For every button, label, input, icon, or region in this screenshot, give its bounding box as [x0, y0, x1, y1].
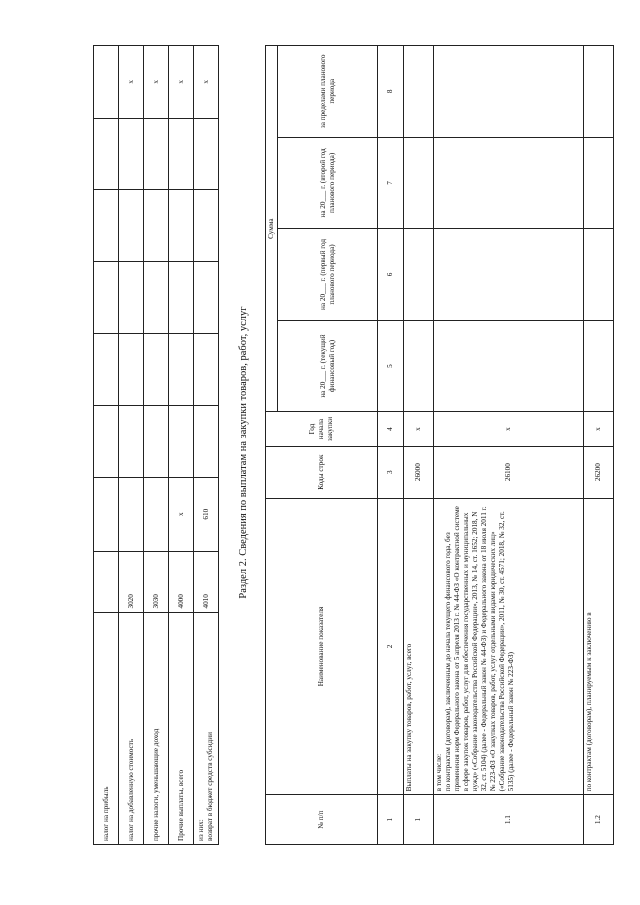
row-value: [119, 406, 144, 478]
row-value: [144, 190, 169, 262]
row-value: [434, 137, 584, 229]
row-name: в том числе: по контрактам (договорам), заключенным до начала текущего финансового года, без применения норм Федерального закона от 5 апреля 2013 г. № 44-ФЗ «О контрактной системе в сфере закупок товаров, работ, услуг для обеспечения государственных и муниципальных нужд» («Собрание законодательства Российской Федерации», 2013, № 14, ст. 1652; 2018, N 32, ст. 5104) (далее - Федеральный закон № 44-ФЗ) и Федерального закона от 18 июля 2011 г. № 223-ФЗ «О закупках товаров, работ, услуг отдельными видами юридических лиц» («Собрание законодательства Российской Федерации», 2011, № 30, ст. 4571; 2018, № 32, ст. 5135) (далее - Федеральный закон № 223-ФЗ): [434, 498, 584, 795]
row-value: х: [169, 477, 194, 551]
header-year: Год начала закупки: [266, 412, 378, 446]
table-row: [144, 46, 169, 845]
row-value: [434, 320, 584, 412]
row-code: 26000: [404, 446, 434, 498]
row-value: [584, 320, 614, 412]
row-value: [404, 46, 434, 138]
row-code: 4000: [169, 551, 194, 612]
row-value: [194, 262, 219, 334]
row-name-text: прочие налоги, уменьшающие доход: [151, 728, 160, 841]
row-name: по контрактам (договорам), планируемым к заключению в: [584, 498, 614, 795]
row-year: х: [434, 412, 584, 446]
row-value: [94, 190, 119, 262]
row-value: [194, 406, 219, 478]
row-value: 610: [194, 477, 219, 551]
purchases-table: [265, 45, 614, 845]
row-value: [94, 477, 119, 551]
row-value: [119, 334, 144, 406]
row-value: [404, 137, 434, 229]
row-value: [404, 320, 434, 412]
row-value: [94, 334, 119, 406]
column-numbers-row: [378, 46, 404, 845]
row-value: х: [194, 46, 219, 119]
row-value: [169, 190, 194, 262]
table-row: [404, 46, 434, 845]
row-value: [119, 190, 144, 262]
row-value: [434, 229, 584, 321]
row-code: 4010: [194, 551, 219, 612]
table-row: [194, 46, 219, 845]
header-col7: на 20___ г. (второй год планового периода): [278, 137, 378, 229]
row-code: [94, 551, 119, 612]
row-value: [584, 46, 614, 138]
row-value: [94, 46, 119, 119]
row-code: 3030: [144, 551, 169, 612]
row-name: [194, 612, 219, 844]
column-number: 7: [378, 137, 404, 229]
column-number: 3: [378, 446, 404, 498]
column-number: 2: [378, 498, 404, 795]
row-value: [119, 262, 144, 334]
row-name: [119, 612, 144, 844]
header-col5: на 20___ г. (текущий финансовый год): [278, 320, 378, 412]
column-number: 4: [378, 412, 404, 446]
row-value: [144, 262, 169, 334]
header-num: № п/п: [266, 795, 378, 845]
row-number: 1.2: [584, 795, 614, 845]
row-code: 26200: [584, 446, 614, 498]
row-value: [94, 406, 119, 478]
row-value: [119, 477, 144, 551]
row-name: Выплаты на закупку товаров, работ, услуг, всего: [404, 498, 434, 795]
row-value: х: [144, 46, 169, 119]
row-value: [584, 229, 614, 321]
row-value: [94, 262, 119, 334]
row-code: 3020: [119, 551, 144, 612]
row-value: [194, 334, 219, 406]
header-col6: на 20___ г. (первый год планового периода): [278, 229, 378, 321]
row-name-text: налог на добавленную стоимость: [126, 738, 135, 841]
row-name-text: налог на прибыль: [101, 786, 110, 841]
header-name: Наименование показателя: [266, 498, 378, 795]
header-col8: за пределами планового периода: [278, 46, 378, 138]
row-name: [144, 612, 169, 844]
row-number: 1: [404, 795, 434, 845]
row-year: х: [584, 412, 614, 446]
row-value: [194, 190, 219, 262]
section-2-heading: Раздел 2. Сведения по выплатам на закупки товаров, работ, услуг: [238, 306, 249, 599]
row-value: [144, 477, 169, 551]
header-codes: Коды строк: [266, 446, 378, 498]
row-value: [194, 118, 219, 190]
row-year: х: [404, 412, 434, 446]
row-value: [404, 229, 434, 321]
column-number: 8: [378, 46, 404, 138]
row-value: х: [169, 46, 194, 119]
row-name: [94, 612, 119, 844]
column-number: 6: [378, 229, 404, 321]
row-value: х: [119, 46, 144, 119]
table-row: [434, 46, 584, 845]
row-value: [94, 118, 119, 190]
row-value: [169, 406, 194, 478]
row-value: [169, 334, 194, 406]
row-value: [584, 137, 614, 229]
row-value: [144, 118, 169, 190]
row-code: 26100: [434, 446, 584, 498]
row-value: [169, 262, 194, 334]
row-subname-text: возврат в бюджет средств субсидии: [206, 732, 214, 841]
payments-table: [93, 45, 219, 845]
row-name: [169, 612, 194, 844]
table-row: [119, 46, 144, 845]
row-value: [144, 406, 169, 478]
row-value: [434, 46, 584, 138]
table-row: [94, 46, 119, 845]
row-name-text: Прочие выплаты, всего: [176, 769, 185, 841]
column-number: 5: [378, 320, 404, 412]
column-number: 1: [378, 795, 404, 845]
row-value: [144, 334, 169, 406]
row-value: [119, 118, 144, 190]
table-row: [584, 46, 614, 845]
row-value: [169, 118, 194, 190]
header-summa: Сумма: [266, 46, 278, 412]
row-number: 1.1: [434, 795, 584, 845]
table-row: [169, 46, 194, 845]
row-name-text: из них:: [197, 819, 205, 841]
